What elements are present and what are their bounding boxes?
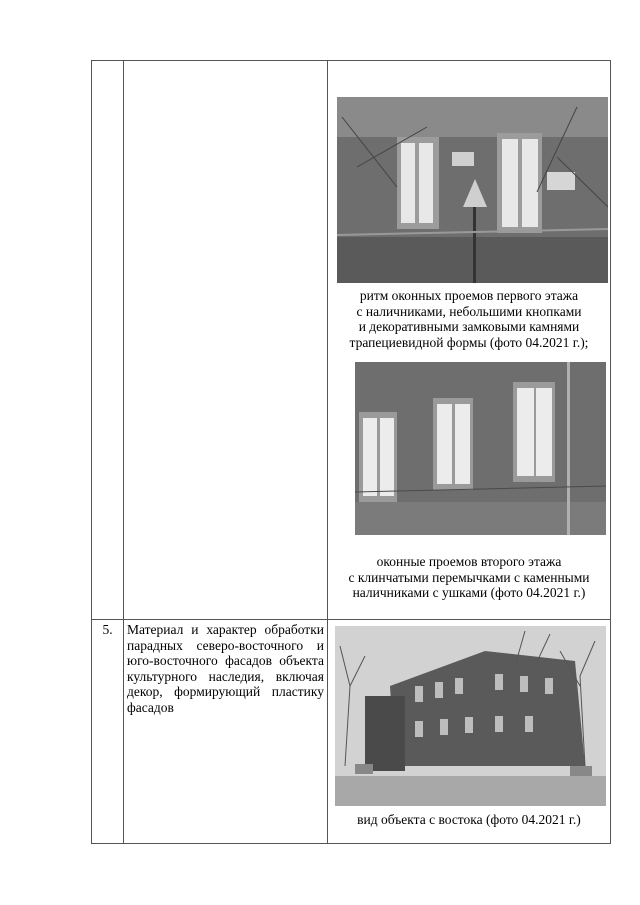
caption-line: наличниками с ушками (фото 04.2021 г.) bbox=[352, 585, 586, 600]
caption-line: оконные проемов второго этажа bbox=[376, 554, 562, 569]
photo-building-east-view bbox=[335, 626, 606, 806]
row-description: Материал и характер обработки парадных северо-восточного и юго-восточного фасадов объекта культурного наследия, включая декор, формирующий пластику фасадов bbox=[124, 620, 328, 844]
photo-cell bbox=[328, 61, 611, 620]
photo-second-floor-windows bbox=[355, 362, 606, 535]
table-row bbox=[92, 620, 611, 844]
caption-east-view bbox=[328, 812, 610, 828]
row-description bbox=[124, 61, 328, 620]
caption-line: и декоративными замковыми камнями bbox=[358, 319, 580, 334]
caption-line: с клинчатыми перемычками с каменными bbox=[348, 569, 590, 585]
caption-line: трапециевидной формы (фото 04.2021 г.); bbox=[349, 334, 589, 350]
caption-line: ритм оконных проемов первого этажа bbox=[359, 288, 579, 303]
table-row bbox=[92, 61, 611, 620]
row-number bbox=[92, 61, 124, 620]
photo-first-floor-windows bbox=[337, 97, 608, 283]
heritage-table bbox=[91, 60, 611, 844]
caption-second-floor bbox=[328, 554, 610, 601]
caption-line: вид объекта с востока (фото 04.2021 г.) bbox=[357, 812, 581, 827]
photo-cell bbox=[328, 620, 611, 844]
caption-first-floor bbox=[328, 288, 610, 350]
row-number: 5. bbox=[92, 620, 124, 844]
caption-line: с наличниками, небольшими кнопками bbox=[356, 303, 582, 319]
